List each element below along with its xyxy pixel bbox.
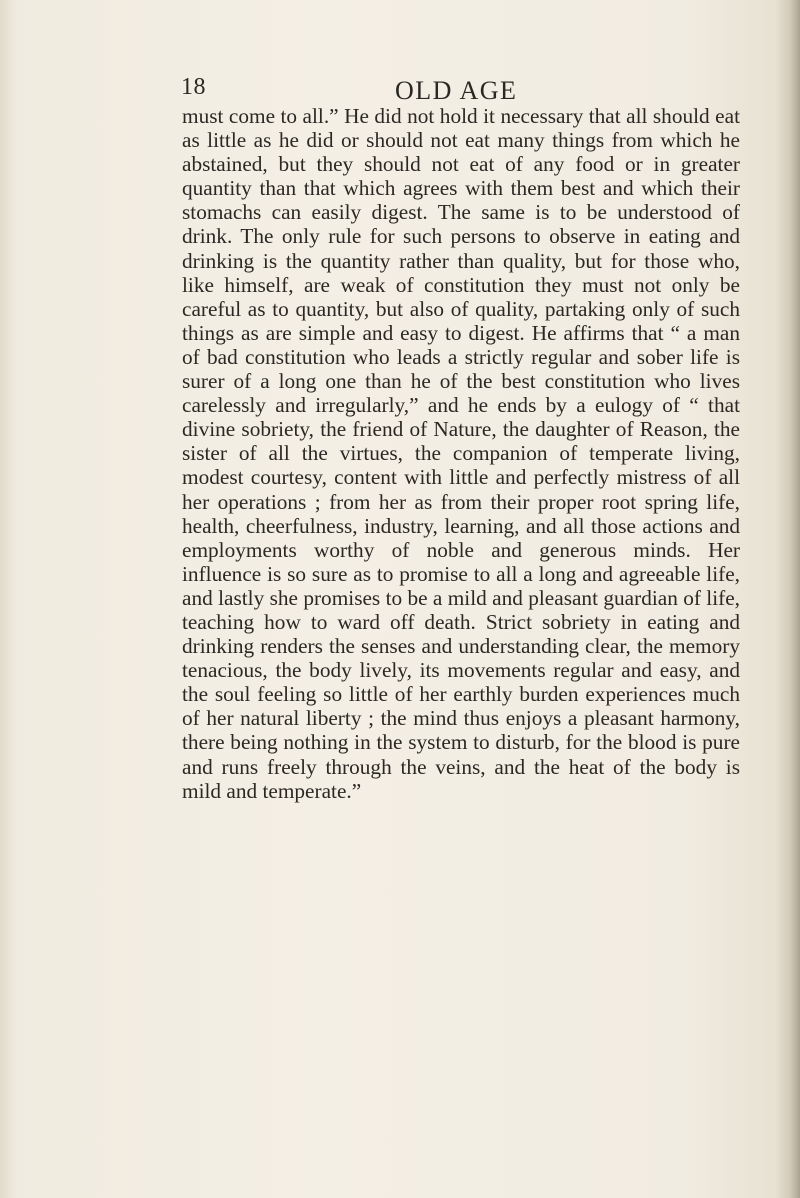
page-gutter-shadow <box>775 0 800 1198</box>
running-title: OLD AGE <box>395 76 518 105</box>
page-number: 18 <box>181 74 206 100</box>
body-paragraph: must come to all.” He did not hold it necessary that all should eat as little as he did or should not eat many things from which he abstained, but they should not eat of any food or in greater quantity than that which agrees with them best and which their stomachs can easily digest. The same is to be understood of drink. The only rule for such persons to observe in eating and drinking is the quantity rather than quality, but for those who, like himself, are weak of constitution they must not only be careful as to quantity, but also of quality, partaking only of such things as are simple and easy to digest. He affirms that “ a man of bad constitution who leads a strictly regular and sober life is surer of a long one than he of the best constitution who lives carelessly and irregularly,” and he ends by a eulogy of “ that divine sobriety, the friend of Nature, the daughter of Reason, the sister of all the virtues, the companion of temperate living, modest courtesy, content with little and perfectly mistress of all her operations ; from her as from their proper root spring life, health, cheerfulness, industry, learning, and all those actions and employments worthy of noble and generous minds. Her influence is so sure as to promise to all a long and agreeable life, and lastly she promises to be a mild and pleasant guardian of life, teaching how to ward off death. Strict sobriety in eating and drinking renders the senses and understanding clear, the memory tenacious, the body lively, its movements regular and easy, and the soul feeling so little of her earthly burden experiences much of her natural liberty ; the mind thus enjoys a pleasant harmony, there being nothing in the system to disturb, for the blood is pure and runs freely through the veins, and the heat of the body is mild and temperate.” <box>182 104 740 803</box>
page-left-edge <box>0 0 18 1198</box>
